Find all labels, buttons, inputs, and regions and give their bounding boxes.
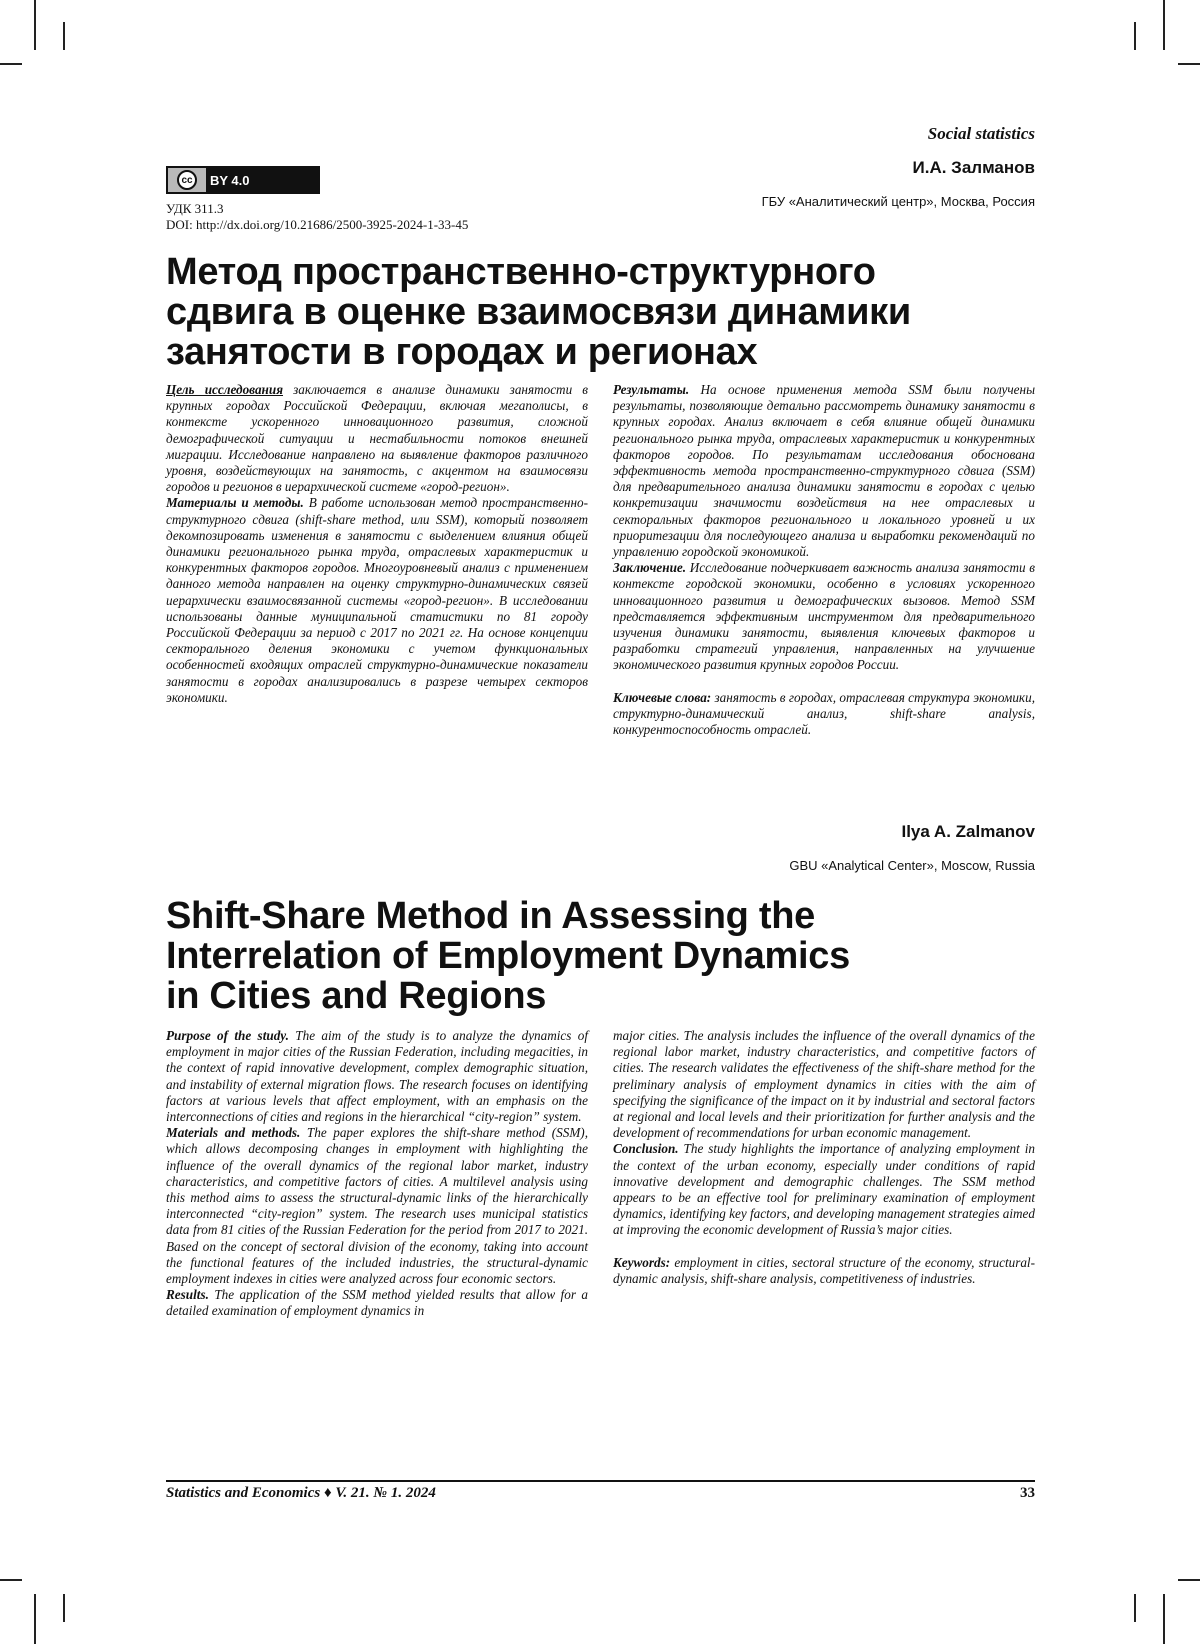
paragraph-purpose-ru (166, 382, 588, 495)
paragraph-conclusion-en (613, 1141, 1035, 1238)
paragraph-keywords-en (613, 1255, 1035, 1287)
author-en: Ilya A. Zalmanov (901, 822, 1035, 841)
crop-mark (63, 22, 65, 50)
paragraph-results-en-cont (613, 1028, 1035, 1141)
footer-rule (166, 1480, 1035, 1482)
crop-mark (1178, 63, 1200, 65)
crop-mark (1134, 22, 1136, 50)
license-badge-tail (260, 168, 318, 192)
paragraph-results-en (166, 1287, 588, 1319)
crop-mark (1163, 1594, 1165, 1644)
crop-mark (34, 0, 36, 50)
label-conclusion-ru: Заключение. (613, 560, 687, 576)
abstract-en-right (613, 1028, 1035, 1287)
section-label: Social statistics (927, 124, 1035, 143)
title-line: Shift-Share Method in Assessing the (166, 895, 815, 937)
crop-mark (0, 1579, 22, 1581)
paragraph-results-ru (613, 382, 1035, 560)
abstract-en-left (166, 1028, 588, 1320)
spacer (613, 674, 1035, 690)
title-ru (166, 252, 911, 372)
affiliation-ru: ГБУ «Аналитический центр», Москва, Россия (761, 194, 1035, 209)
title-line: занятости в городах и регионах (166, 331, 758, 373)
text-keywords-en: employment in cities, sectoral structure of the economy, structural-dynamic analysis, shift-share analysis, competitiveness of industries. (613, 1254, 1035, 1286)
label-conclusion-en: Conclusion. (613, 1141, 679, 1157)
label-purpose-en: Purpose of the study. (166, 1028, 289, 1043)
title-en (166, 896, 850, 1016)
text-purpose-en: The aim of the study is to analyze the dynamics of employment in major cities of the Russian Federation, including megacities, in the context of rapid innovative development, complex demographic situation, and instability of external migration flows. The research focuses on identifying factors at various levels that affect employment, with an emphasis on the interconnections of cities and regions in the hierarchical “city-region” system. (166, 1028, 589, 1125)
text-conclusion-ru: Исследование подчеркивает важность анализа занятости в контексте городской экономики, особенно в условиях ускоренного инновационного развития и демографических вызовов. Метод SSM представляется эффективным инструментом для предварительного изучения динамики занятости, выявления ключевых факторов и разработки стратегий управления, направленных на улучшение экономического развития крупных городов России. (613, 560, 1035, 673)
text-methods-en: The paper explores the shift-share method (SSM), which allows decomposing changes in employment with highlighting the influence of the overall dynamics of the regional labor market, industry characteristics, and competitive factors of cities. A multilevel analysis using this method aims to assess the structural-dynamic links of the hierarchically interconnected “city-region” system. The research uses municipal statistics data from 81 cities of the Russian Federation for the period from 2017 to 2021. Based on the concept of sectoral division of the economy, taking into account the functional features of the included industries, the structural-dynamic employment indexes in cities were analyzed across four economic sectors. (166, 1125, 588, 1287)
text-results-ru: На основе применения метода SSM были получены результаты, позволяющие детально рассмотреть динамику занятости в крупных городах. Анализ включает в себя влияние общей динамики регионального рынка труда, отраслевых характеристик и конкурентных факторов городов. По результатам исследования обоснована эффективность метода пространственно-структурного сдвига (SSM) для предварительного анализа динамики занятости в городах с целью конкретизации значимости воздействия на нее отраслевых и секторальных факторов регионального и локального уровней и их приоритезации для последующего анализа и выработки рекомендаций по управлению городской экономикой. (613, 382, 1035, 560)
paragraph-methods-ru (166, 495, 588, 706)
affiliation-en: GBU «Analytical Center», Moscow, Russia (789, 858, 1035, 873)
text-keywords-ru: занятость в городах, отраслевая структура экономики, структурно-динамический анализ, shift-share analysis, конкурентоспособность отраслей. (613, 689, 1035, 738)
license-badge[interactable] (166, 166, 320, 194)
title-line: Interrelation of Employment Dynamics (166, 935, 850, 977)
cc-logo-icon (168, 168, 206, 192)
abstract-ru-left (166, 382, 588, 706)
text-conclusion-en: The study highlights the importance of analyzing employment in the context of the urban economy, especially under conditions of rapid innovative development and demographic challenges. The SSM method appears to be an effective tool for preliminary examination of employment dynamics, identifying key factors, and developing management strategies aimed at improving the economic development of Russia’s major cities. (613, 1141, 1035, 1238)
journal-citation: Statistics and Economics ♦ V. 21. № 1. 2024 (166, 1485, 436, 1501)
crop-mark (63, 1594, 65, 1622)
spacer (613, 1239, 1035, 1255)
label-results-ru: Результаты. (613, 382, 690, 397)
doi-link[interactable]: DOI: http://dx.doi.org/10.21686/2500-3925-2024-1-33-45 (166, 217, 469, 232)
page-number: 33 (1020, 1485, 1035, 1501)
label-keywords-ru: Ключевые слова: (613, 689, 712, 705)
paragraph-keywords-ru (613, 690, 1035, 739)
text-results-en-b: major cities. The analysis includes the influence of the overall dynamics of the regional labor market, industry characteristics, and competitive factors of cities. The research validates the effectiveness of the shift-share method for the preliminary analysis of employment dynamics in cities with the aim of specifying the significance of the impact on it by industrial and sectoral factors at regional and local levels and their prioritization for further analysis and the development of recommendations for urban economic management. (613, 1028, 1035, 1141)
crop-mark (0, 63, 22, 65)
title-line: сдвига в оценке взаимосвязи динамики (166, 291, 911, 333)
label-methods-en: Materials and methods. (166, 1125, 301, 1141)
udc: УДК 311.3 (166, 201, 224, 216)
crop-mark (1134, 1594, 1136, 1622)
crop-mark (1163, 0, 1165, 50)
title-line: Метод пространственно-структурного (166, 251, 876, 293)
label-methods-ru: Материалы и методы. (166, 495, 304, 511)
cc-circle: cc (177, 170, 197, 190)
text-results-en-a: The application of the SSM method yielded results that allow for a detailed examination of employment dynamics in (166, 1287, 588, 1319)
crop-mark (34, 1594, 36, 1644)
title-line: in Cities and Regions (166, 975, 547, 1017)
crop-mark (1178, 1579, 1200, 1581)
abstract-ru-right (613, 382, 1035, 738)
label-purpose-ru: Цель исследования (166, 382, 284, 397)
paragraph-methods-en (166, 1125, 588, 1287)
label-results-en: Results. (166, 1287, 209, 1303)
paragraph-purpose-en (166, 1028, 588, 1125)
author-ru: И.А. Залманов (912, 158, 1035, 177)
label-keywords-en: Keywords: (613, 1254, 671, 1270)
text-methods-ru: В работе использован метод пространственно-структурного сдвига (shift-share method, или SSM), который позволяет декомпозировать изменения в занятости с выделением влияния общей динамики регионального рынка труда, отраслевых характеристик и конкурентных факторов городов. Многоуровневый анализ с применением данного метода направлен на оценку структурно-динамических связей иерархически взаимосвязанной системы «город-регион». В исследовании использованы данные муниципальной статистики по 81 городу Российской Федерации за период с 2017 по 2021 гг. На основе концепции секторального деления экономики с учетом функциональных особенностей входящих отраслей структурно-динамические показатели занятости в городах анализировались в разрезе четырех секторов экономики. (166, 495, 588, 705)
page (166, 0, 1035, 1644)
udc-doi-block (166, 201, 468, 233)
license-label: BY 4.0 (206, 168, 260, 192)
paragraph-conclusion-ru (613, 560, 1035, 673)
text-purpose-ru: заключается в анализе динамики занятости в крупных городах Российской Федерации, включая мегаполисы, в контексте ускоренного инновационного развития, сложной демографической ситуации и нестабильности потоков внешней миграции. Исследование направлено на выявление факторов различного уровня, воздействующих на занятость, с акцентом на взаимосвязи городов и регионов в иерархической системе «город-регион». (166, 382, 589, 495)
